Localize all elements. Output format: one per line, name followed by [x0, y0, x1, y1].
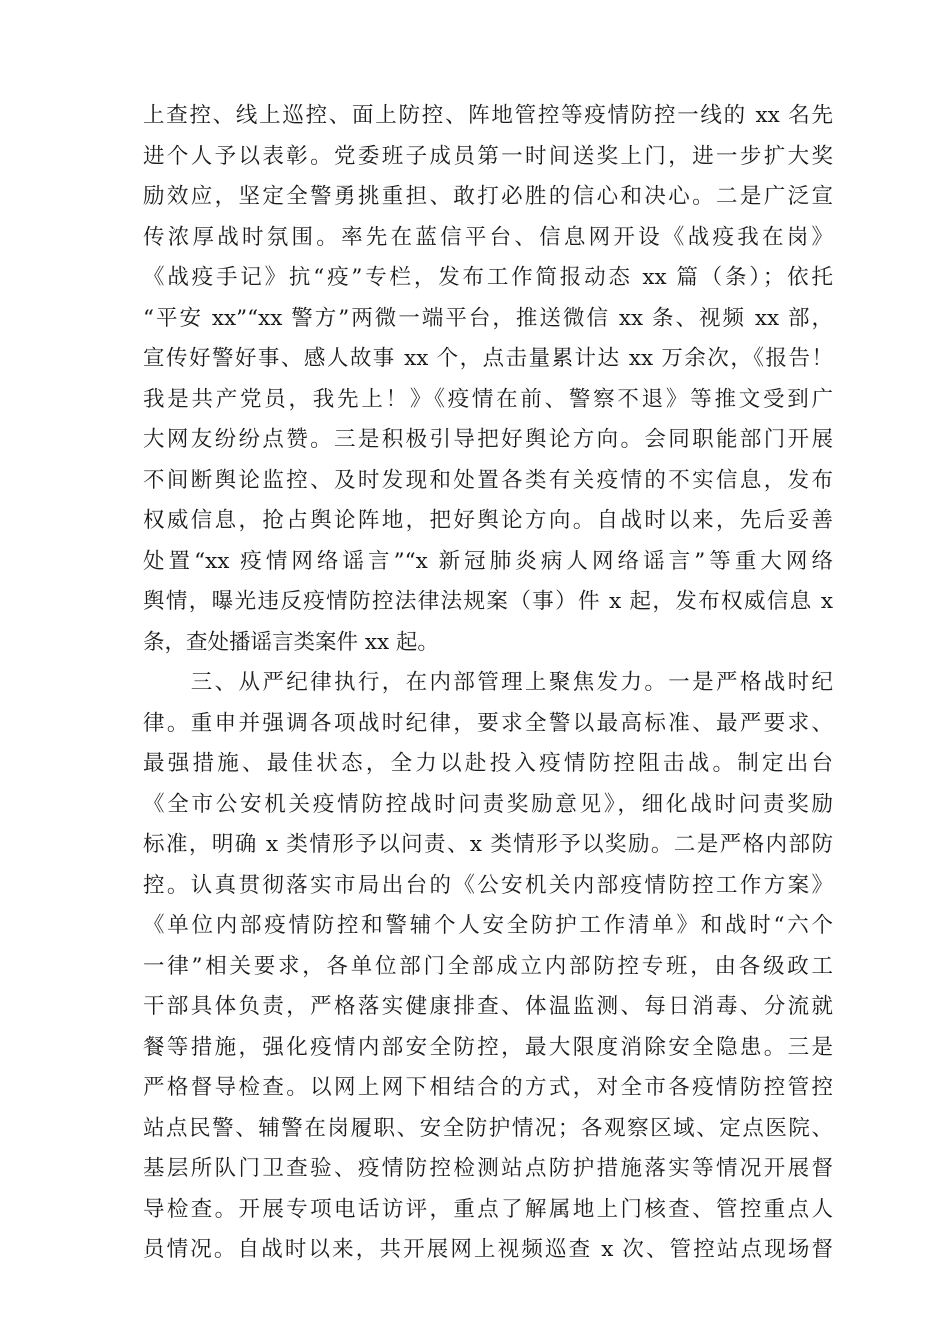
text-line: 最强措施、最佳状态，全力以赴投入疫情防控阻击战。制定出台	[143, 751, 833, 776]
text-line: 传浓厚战时氛围。率先在蓝信平台、信息网开设《战疫我在岗》	[143, 224, 833, 250]
text-line: 权威信息，抢占舆论阵地，把好舆论方向。自战时以来，先后妥善	[143, 508, 833, 533]
text-line: 基层所队门卫查验、疫情防控检测站点防护措施落实等情况开展督	[143, 1156, 833, 1181]
text-line: 大网友纷纷点赞。三是积极引导把好舆论方向。会同职能部门开展	[143, 427, 833, 452]
text-line: 一律”相关要求，各单位部门全部成立内部防控专班，由各级政工	[143, 953, 833, 979]
text-line: 舆情，曝光违反疫情防控法律法规案（事）件 x 起，发布权威信息 x	[143, 589, 833, 614]
text-line: 上查控、线上巡控、面上防控、阵地管控等疫情防控一线的 xx 名先	[143, 103, 833, 128]
text-line: 餐等措施，强化疫情内部安全防控，最大限度消除安全隐患。三是	[143, 1034, 833, 1060]
text-line: 站点民警、辅警在岗履职、安全防护情况；各观察区域、定点医院、	[143, 1115, 833, 1141]
text-line: 《战疫手记》抗“疫”专栏，发布工作简报动态 xx 篇（条）；依托	[143, 265, 833, 290]
text-line: “平安 xx”“xx 警方”两微一端平台，推送微信 xx 条、视频 xx 部，	[143, 305, 833, 331]
text-line: 进个人予以表彰。党委班子成员第一时间送奖上门，进一步扩大奖	[143, 143, 833, 169]
text-line: 干部具体负责，严格落实健康排查、体温监测、每日消毒、分流就	[143, 994, 833, 1019]
document-body	[143, 96, 833, 1271]
text-line: 控。认真贯彻落实市局出台的《公安机关内部疫情防控工作方案》	[143, 872, 833, 898]
text-line: 《全市公安机关疫情防控战时问责奖励意见》，细化战时问责奖励	[143, 791, 833, 817]
text-line: 宣传好警好事、感人故事 xx 个，点击量累计达 xx 万余次，《报告！	[143, 346, 833, 371]
text-line: 严格督导检查。以网上网下相结合的方式，对全市各疫情防控管控	[143, 1075, 833, 1100]
text-line: 处置“xx 疫情网络谣言”“x 新冠肺炎病人网络谣言”等重大网络	[143, 548, 833, 574]
text-line: 不间断舆论监控、及时发现和处置各类有关疫情的不实信息，发布	[143, 467, 833, 493]
text-line: 员情况。自战时以来，共开展网上视频巡查 x 次、管控站点现场督	[143, 1237, 833, 1262]
text-line: 导检查。开展专项电话访评，重点了解属地上门核查、管控重点人	[143, 1196, 833, 1222]
text-line: 律。重申并强调各项战时纪律，要求全警以最高标准、最严要求、	[143, 710, 833, 736]
text-line: 条，查处播谣言类案件 xx 起。	[143, 629, 439, 655]
text-line: 标准，明确 x 类情形予以问责、x 类情形予以奖励。二是严格内部防	[143, 832, 833, 857]
text-line: 励效应，坚定全警勇挑重担、敢打必胜的信心和决心。二是广泛宣	[143, 184, 833, 209]
text-line: 三、从严纪律执行，在内部管理上聚焦发力。一是严格战时纪	[143, 670, 833, 695]
text-line: 《单位内部疫情防控和警辅个人安全防护工作清单》和战时“六个	[143, 913, 833, 938]
text-line: 我是共产党员，我先上！》《疫情在前、警察不退》等推文受到广	[143, 386, 833, 412]
